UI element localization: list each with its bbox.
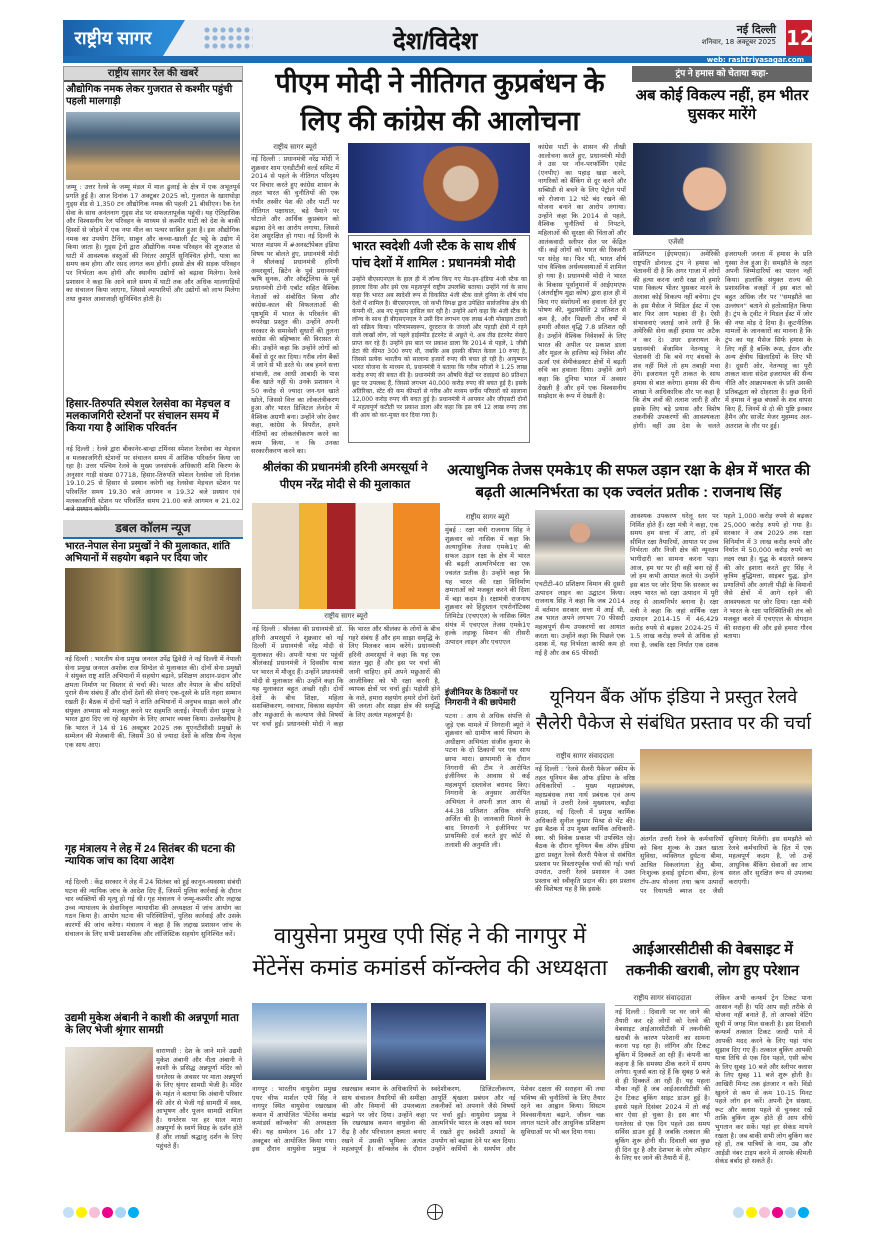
leh-inquiry-body: नई दिल्ली : केंद्र सरकार ने लेह में 24 सितंबर को हुई कानून-व्यवस्था संबंधी घटना की न्यायिक जांच के आदेश दिए हैं, जिसमें पुलिस कार्रवाई के दौरान चार व्यक्तियों की मृत्यु हो गई थी। गृह मंत्रालय ने जम्मू-कश्मीर और लद्दाख उच्च न्यायालय के सेवानिवृत्त न्यायाधीश की अध्यक्षता में जांच आयोग का गठन किया है। आयोग घटना की परिस्थितियों, पुलिस कार्रवाई और उसके कारणों की जांच करेगा। मंत्रालय ने कहा है कि लद्दाख प्रशासन जांच के संचालन के लिए सभी प्रशासनिक और लॉजिस्टिक सहयोग सुनिश्चित करें। <box>65 878 241 938</box>
srilanka-headline[interactable]: श्रीलंका की प्रधानमंत्री हरिनी अमरसूर्या ने पीएम नरेंद्र मोदी से की मुलाकात <box>262 462 428 491</box>
shringar-samagri-photo <box>65 1047 153 1132</box>
tejas-headline[interactable]: अत्याधुनिक तेजस एमके1ए की सफल उड़ान रक्षा के क्षेत्र में भारत की बढ़ती आत्मनिर्भरता का एक ज्वलंत प्रतीक : राजनाथ सिंह <box>447 462 810 501</box>
website-link[interactable]: web: rashtriyasagar.com <box>706 56 804 64</box>
nepal-army-headline[interactable]: भारत-नेपाल सेना प्रमुखों ने की मुलाकात, शांति अभियानों में सहयोग बढ़ाने पर दिया जोर <box>65 541 230 564</box>
main-headline[interactable]: पीएम मोदी ने नीतिगत कुप्रबंधन के लिए की कांग्रेस की आलोचना <box>275 68 605 136</box>
srilanka-pm-modi-photo <box>252 503 440 609</box>
irctc-headline[interactable]: आईआरसीटीसी की वेबसाइट में तकनीकी खराबी, लोग हुए परेशान <box>625 942 800 979</box>
rajnath-singh-photo <box>535 510 625 575</box>
tejas-body-col-3: आवश्यक उपकरण घरेलू स्तर पर निर्मित होते हैं। रक्षा मंत्री ने कहा, एक समय हम सत्ता में आए, तो हमें सीमित रक्षा तैयारियों, आयात पर उच्च निर्भरता और निजी क्षेत्र की न्यूनतम भागीदारी का सामना करना पड़ा। आज, हम घर पर ही वही बना रहे हैं जो हम कभी आयात करते थे। उन्होंने इस बात पर जोर दिया कि सरकार का लक्ष्य भारत को रक्षा उत्पादन में पूरी तरह से आत्मनिर्भर बनाना है। रक्षा मंत्री ने कहा कि जहां वार्षिक रक्षा उत्पादन 2014-15 में 46,429 करोड़ रुपये से बढ़कर 2024-25 में 1.5 लाख करोड़ रुपये से अधिक हो गया है, जबकि रक्षा निर्यात एक दशक पहले 1,000 करोड़ रुपये से बढ़कर 25,000 करोड़ रुपये हो गया है। सरकार ने अब 2029 तक रक्षा विनिर्माण में 3 लाख करोड़ रुपये और निर्यात में 50,000 करोड़ रुपये का लक्ष्य रखा है। युद्ध के बदलते स्वरूप की ओर इशारा करते हुए सिंह ने कृत्रिम बुद्धिमत्ता, साइबर युद्ध, ड्रोन प्रणालियों और अगली पीढ़ी के विमानों जैसे क्षेत्रों में आगे रहने की आवश्यकता पर जोर दिया। रक्षा मंत्री ने भारत के रक्षा पारिस्थितिकी तंत्र को मजबूत करने में एचएएल के योगदान की सराहना की और इसे हमारा गौरव बताया। <box>630 512 812 649</box>
airforce-photo-3 <box>490 1003 605 1080</box>
trump-photo <box>633 143 812 235</box>
srilanka-byline: राष्ट्रीय सागर ब्यूरो <box>252 612 440 624</box>
airforce-photo-1 <box>252 1003 367 1080</box>
tejas-body-col-1: मुंबई : रक्षा मंत्री राजनाथ सिंह ने शुक्रवार को नासिक में कहा कि अत्याधुनिक तेजस एमके1ए की सफल उड़ान रक्षा के क्षेत्र में भारत की बढ़ती आत्मनिर्भरता का एक ज्वलंत प्रतीक है। उन्होंने कहा कि यह भारत की रक्षा विनिर्माण क्षमताओं को मजबूत करने की दिशा में बड़ा कदम है। रक्षामंत्री राजनाथ शुक्रवार को हिंदुस्तान एयरोनॉटिक्स लिमिटेड (एचएएल) के नासिक स्थित संयंत्र में एचएएल तेजस एमके1ए हल्के लड़ाकू विमान की तीसरी उत्पादन लाइन और एचएएल <box>445 526 530 646</box>
trump-kicker: ट्रंप ने हमास को चेताया कहा- <box>632 66 812 82</box>
main-byline: राष्ट्रीय सागर ब्यूरो <box>251 143 339 155</box>
main-body-col-1: नई दिल्ली : प्रधानमंत्री नरेंद्र मोदी ने शुक्रवार शाम एनडीटीवी वर्ल्ड समिट में 2014 से पहले के नीतिगत परिदृश्य पर विचार करते हुए कांग्रेस शासन के तहत भारत की चुनौतियों की एक गंभीर तस्वीर पेश की और पार्टी पर नीतिगत पक्षाघात, बड़े पैमाने पर घोटाले और आर्थिक कुप्रबंधन को बढ़ावा देने का आरोप लगाया, जिससे देश असुरक्षित हो गया। नई दिल्ली के भारत मंडपम में #अनस्टॉपेबल इंडिया विषय पर बोलते हुए, प्रधानमंत्री मोदी ने श्रीलंकाई प्रधानमंत्री हरिणी अमरसूर्या, ब्रिटेन के पूर्व प्रधानमंत्री ऋषि सुनक, और ऑस्ट्रेलिया के पूर्व प्रधानमंत्री टोनी एबॉट सहित वैश्विक नेताओं को संबोधित किया और कांग्रेस-काल की विफलताओं की पृष्ठभूमि में भारत के परिवर्तन की रूपरेखा प्रस्तुत की। उन्होंने अपनी सरकार के समावेशी सुधारों की तुलना कांग्रेस की बहिष्कार की विरासत से की। उन्होंने कहा कि उन्होंने लोगों को बैंकों से दूर कर दिया। गरीब लोग बैंकों में जाने से भी डरते थे। जब हमने सत्ता संभाली, तब आधी आबादी के पास बैंक खाते नहीं थे। उनके प्रशासन ने 50 करोड़ से ज्यादा जन-धन खाते खोले, जिससे वित्त का लोकतंत्रीकरण हुआ और भारत डिजिटल लेनदेन में वैश्विक अग्रणी बना। उन्होंने जोर देकर कहा, कांग्रेस के विपरीत, हमने नीतियों का लोकतंत्रीकरण करने का काम किया, न कि उनका सरकारीकरण करने का। <box>251 155 339 456</box>
rail-news-header: राष्ट्रीय सागर रेल की खबरें <box>64 67 242 82</box>
airforce-photo-2 <box>371 1003 486 1080</box>
ambani-headline[interactable]: उद्यमी मुकेश अंबानी ने काशी की अन्नपूर्णा माता के लिए भेजी श्रृंगार सामग्री <box>65 1012 239 1037</box>
irctc-body-2: लेकिन अभी कन्फर्म ट्रेन टिकट पाना आसान नहीं है। यदि आप सही तरीके से योजना नहीं बनाते हैं, तो आपको वेटिंग सूची में जगह मिल सकती है। इस दिवाली कन्फर्म तत्काल टिकट जल्दी पाने में आपकी मदद करने के लिए यहां पांच सुझाव दिए गए हैं। तत्काल बुकिंग आपकी यात्रा तिथि से एक दिन पहले, एसी कोच के लिए सुबह 10 बजे और स्लीपर क्लास के लिए सुबह 11 बजे शुरू होती है। आखिरी मिनट तक इंतजार न करें। विंडो खुलने से कम से कम 10-15 मिनट पहले लॉग इन करें। अपनी ट्रेन संख्या, रूट और क्लास पहले से चुनकर रखें ताकि बुकिंग शुरू होते ही आप सीधे भुगतान कर सकें। यहां हर सेकंड मायने रखता है। जब बाकी सभी लोग बुकिंग कर रहे हों, तब यात्रियों के नाम, उम्र और आईडी नंबर टाइप करने में आपके कीमती सेकंड बर्बाद हो सकते हैं। <box>715 994 812 1166</box>
rail-story-2-body: नई दिल्ली : रेलवे द्वारा बीकानेर-बान्द्रा टर्मिनस स्पेशल रेलसेवा का मेड़चल व मलकाजगिरी स्टेशनों पर संचालन समय में आंशिक परिवर्तन किया जा रहा है। उत्तर पश्चिम रेलवे के मुख्य जनसंपर्क अधिकारी शशि किरण के अनुसार गाड़ी संख्या 07718, हिसार-तिरुपति स्पेशल रेलसेवा जो दिनांक 19.10.25 से हिसार से प्रस्थान करेगी वह रेलसेवा मेड़चल स्टेशन पर परिवर्तित समय 19.30 बजे आगमन व 19.32 बजे प्रस्थान एवं मलकाजगिरी स्टेशन पर परिवर्तित समय 21.00 बजे आगमन व 21.02 बजे प्रस्थान करेगी। <box>66 445 240 514</box>
engineer-raid-body: पटना : आय से अधिक संपत्ति से जुड़े एक मामले में निगरानी ब्यूरो ने शुक्रवार को ग्रामीण कार्य विभाग के अधीक्षण अभियंता संजीव कुमार के पटना के दो ठिकानों पर एक साथ छापा मारा। छापामारी के दौरान निगरानी की टीम ने आरोपित इंजीनियर के आवास से कई महत्वपूर्ण दस्तावेज बरामद किए। निगरानी के अनुसार आरोपित अभियंता ने अपनी ज्ञात आय से 44.38 प्रतिशत अधिक संपत्ति अर्जित की है। जानकारी मिलने के बाद निगरानी ने इंजीनियर पर प्राथमिकी दर्ज करते हुए कोर्ट से तलाशी की अनुमति ली। <box>445 712 530 849</box>
army-chiefs-photo <box>65 568 241 652</box>
union-bank-meeting-photo <box>640 749 812 831</box>
trump-body: वाशिंगटन (ईएमएस)। अमेरिकी राष्ट्रपति डोनाल्ड ट्रंप ने हमास को चेतावनी दी है कि अगर गाजा में लोगों की हत्या करना जारी रखा तो हमारे पास विकल्प भीतर घुसकर मारने के अलावा कोई विकल्प नहीं बचेगा। ट्रंप के इस मैसेज ने मिडिल ईस्ट में एक बार फिर आग भड़का दी है। ऐसी संभावनाएं जताई जाने लगी हैं कि अमेरिकी सेना कहीं हमास पर अटैक न कर दे। उधर इजरायल के प्रधानमंत्री बेंजामिन नेतन्याहू ने चेतावनी दी कि बचे गए बंधकों के शव नहीं मिले तो हम तबाही मचा देंगे। इजरायल पूरी ताकत के साथ हमास से बात करेगा। हमास की सैन्य शाखा ने आधिकारिक तौर पर कहा है कि शेष शवों की तलाश जारी है और इसके लिए बड़े प्रयास और विशेष तकनीकी उपकरणों की आवश्यकता होगी। वहीं उस देश के चलते इजरायली जनता में हमास के प्रति गुस्सा तेज हुआ है। समझौते के तहत अपनी जिम्मेदारियों का पालन नहीं किया। हालांकि संयुक्त राज्य की प्रशासनिक वजहों ने इस बात को बहुत अधिक तौर पर ''समझौते का उल्लंघन'' बताने से हतोत्साहित किया है। ट्रंप के ट्वीट ने मिडल ईस्ट में जोर की नया मोड़ दे दिया है। कूटनीतिक मामलों के जानकारों का मानना है कि ट्रंप का यह मैसेज सिर्फ हमास के लिए नहीं है बल्कि रूस, ईरान और अन्य क्षेत्रीय खिलाड़ियों के लिए भी है। दूसरी ओर, नेतन्याहू का पूरी ताकत वाला संदेश इजरायल की सैन्य नीति और आक्रामकता के प्रति उसकी प्रतिबद्धता को दोहराता है। कुछ दिनों में हमास ने कुछ बंधकों के शव वापस किए हैं, जिनमें से दो की पुष्टि इनबार हैमैन और सार्जेंट मेजर मुहम्मद अल-अतराश के तौर पर हुई। <box>633 250 812 430</box>
rail-story-1-body: जम्मू : उत्तर रेलवे के जम्मू मंडल में माल ढुलाई के क्षेत्र में एक अभूतपूर्व प्रगति हुई है। आज दिनांक 17 अक्टूबर 2025 को, गुजरात के खाराघोड़ा गुड्स शेड से 1,350 टन औद्योगिक नमक की पहली 21 बीसीएन। रैक रेल सेवा के साथ अनंतनाग गुड्स शेड पर सफलतापूर्वक पहुंची। यह ऐतिहासिक और विश्वसनीय रेल परिवहन के माध्यम से कश्मीर घाटी को देश के बाकी हिस्सों से जोड़ने में एक नया मील का पत्थर साबित हुआ है। इस औद्योगिक नमक का उपयोग टैनिंग, साबुन और कच्चा-खाली ईंट भट्ठे के उद्योग में किया जाता है। गुड्स ट्रेनों द्वारा औद्योगिक नमक परिवहन की शुरुआत से घाटी में आवश्यक वस्तुओं की निरंतर आपूर्ति सुनिश्चित होगी, यात्रा का समय कम होगा और रसद लागत कम होगी। इससे क्षेत्र की सड़क परिवहन पर निर्भरता कम होगी और स्थानीय उद्योगों को बढ़ावा मिलेगा। रेलवे प्रशासन ने कहा कि आने वाले समय में घाटी तक और अधिक मालगाड़ियों का संचालन किया जाएगा, जिससे व्यापारियों और उद्योगों को लाभ मिलेगा तथा कुशल आवाजाही सुनिश्चित होती है। <box>66 183 240 303</box>
rail-story-1-headline[interactable]: औद्योगिक नमक लेकर गुजरात से कश्मीर पहुंची पहली मालगाड़ी <box>66 84 233 107</box>
masthead <box>63 20 812 63</box>
double-column-header: डबल कॉलम न्यूज <box>63 520 243 539</box>
brand-tail-shape <box>163 20 185 56</box>
modi-summit-photo <box>348 143 530 233</box>
irctc-byline: राष्ट्रीय सागर संवाददाता <box>615 994 710 1006</box>
trump-byline: एजेंसी <box>633 238 719 250</box>
4g-stack-body: उन्होंने बीएसएनएल के हाल ही में लॉन्च किए गए मेड-इन-इंडिया 4जी स्टैक का हवाला दिया और इसे एक महत्वपूर्ण राष्ट्रीय उपलब्धि बताया। उन्होंने गर्व के साथ कहा कि भारत अब स्वदेशी रूप से विकसित 4जी स्टैक वाले दुनिया के शीर्ष पांच देशों में शामिल है। बीएसएनएल, जो कभी विपक्ष द्वारा उपेक्षित सार्वजनिक क्षेत्र की कंपनी थी, अब नए मुकाम हासिल कर रही है। उन्होंने आगे कहा कि 4जी स्टैक के लॉन्च के साथ ही बीएसएनएल ने उसी दिन लगभग एक लाख 4जी मोबाइल टावरों को सक्रिय किया। परिणामस्वरूप, दूरदराज के जंगलों और पहाड़ी क्षेत्रों में रहने वाले लाखों लोग, जो पहले हाईस्पीड इंटरनेट से अछूते थे, अब तीव्र इंटरनेट सेवाएं प्राप्त कर रहे हैं। उन्होंने इस बात पर प्रकाश डाला कि 2014 से पहले, 1 जीबी डेटा की कीमत 300 रुपए थी, जबकि अब इसकी कीमत केवल 10 रुपए है, जिससे प्रत्येक भारतीय को सालाना हजारों रुपए की बचत हो रही है। आयुष्मान भारत योजना के माध्यम से, प्रधानमंत्री ने बताया कि गरीब मरीजों ने 1.25 लाख करोड़ रुपए की बचत की है। प्रधानमंत्री जन औषधि केंद्रों पर दवाइयां 80 प्रतिशत छूट पर उपलब्ध हैं, जिससे लगभग 40,000 करोड़ रुपए की बचत हुई है। इसके अतिरिक्त, स्टेंट की कम कीमतों से गरीब और मध्यम वर्गीय परिवारों को सालाना 12,000 करोड़ रुपए की बचत हुई है। प्रधानमंत्री ने आयकर और जीएसटी दोनों में महत्वपूर्ण कटौती पर प्रकाश डाला और कहा कि इस वर्ष 12 लाख रुपए तक की आय को कर-मुक्त कर दिया गया है। <box>352 276 527 419</box>
union-bank-body-1: नई दिल्ली : 'रेलवे सैलरी पैकेज' स्कीम के तहत यूनियन बैंक ऑफ इंडिया के वरिष्ठ अधिकारियों - मुख्य महाप्रबंधक, महाप्रबंधक तथा नार्थ प्रबंधक एवं अन्य शाखों ने उत्तरी रेलवे मुख्यालय, बड़ौदा हाउस, नई दिल्ली में प्रमुख कार्मिक अधिकारी सुनील कुमार मिश्रा से भेंट की। इस बैठक में उप मुख्य कार्मिक अधिकारी-स्था. श्री विवेक प्रकाश भी उपस्थित रहे। बैठक के दौरान यूनियन बैंक ऑफ इंडिया द्वारा प्रस्तुत रेलवे सैलरी पैकेज से संबंधित प्रस्ताव पर विस्तारपूर्वक चर्चा की गई। चर्चा उपरांत, उत्तरी रेलवे प्रशासन ने उक्त प्रस्ताव को स्वीकृति प्रदान की। इस प्रस्ताव की विशेषता यह है कि इसके <box>535 765 635 894</box>
main-body-col-3: कांग्रेस पार्टी के शासन की तीखी आलोचना करते हुए, प्रधानमंत्री मोदी ने उस पर नॉन-परफॉर्मिंग एसेट (एनपीए) का पहाड़ खड़ा करने, नागरिकों को बैंकिंग से दूर करने और सब्सिडी से बचने के लिए पेट्रोल पंपों को रोजाना 12 घंटे बंद रखने की योजना बनाने का आरोप लगाया। उन्होंने कहा कि 2014 से पहले, वैश्विक चुनौतियों से निपटने, महिलाओं की सुरक्षा की चिंताओं और आतंकवादी स्लीपर सेल पर केंद्रित थीं। कई लोगों को भारत की रिकवरी पर संदेह था। फिर भी, भारत शीर्ष पांच वैश्विक अर्थव्यवस्थाओं में शामिल हो गया है। प्रधानमंत्री मोदी ने भारत के विकास पूर्वानुमानों में आईएमएफ (अंतर्राष्ट्रीय मुद्रा कोष) द्वारा हाल ही में किए गए संशोधनों का हवाला देते हुए पोषण की, मुद्रास्फीति 2 प्रतिशत से कम है, और पिछली तीन वर्षों में हमारी औसत वृद्धि 7.8 प्रतिशत रही है। उन्होंने वैश्विक निवेशकों के लिए भारत की अपील पर प्रकाश डाला और मूडल के हालिया बड़े निवेश और ऊर्जा एवं सेमीकंडक्टर क्षेत्रों में बढ़ती रुचि का हवाला दिया। उन्होंने आगे कहा कि दुनिया भारत में अवसर देखती है और हमें एक विश्वसनीय साझेदार के रूप में देखती है। <box>538 143 627 401</box>
tejas-body-col-2: एचटीटी-40 प्रशिक्षण विमान की दूसरी उत्पादन लाइन का उद्घाटन किया। राजनाथ सिंह ने कहा कि जब 2014 में वर्तमान सरकार सत्ता में आई थी, तब भारत अपने लगभग 70 फीसदी महत्वपूर्ण सैन्य उपकरणों का आयात करता था। उन्होंने कहा कि पिछले एक दशक में, यह निर्भरता काफी कम हो गई है और अब 65 फीसदी <box>535 580 625 657</box>
tejas-byline: राष्ट्रीय सागर ब्यूरो <box>445 513 530 525</box>
section-title: देश/विदेश <box>393 28 478 55</box>
engineer-raid-headline[interactable]: इंजीनियर के ठिकानों पर निगरानी ने की छापेमारी <box>445 687 518 707</box>
leh-inquiry-headline[interactable]: गृह मंत्रालय ने लेह में 24 सितंबर की घटना की न्यायिक जांच का दिया आदेश <box>65 843 235 868</box>
union-bank-body-2: अंतर्गत उत्तरी रेलवे के कर्मचारियों को बिना शुल्क के उन्नत खाता सुविधा, व्यक्तिगत दुर्घटना बीमा, आश्रित विकलांगता हेतु बीमा, निःशुल्क हवाई दुर्घटना बीमा, हेल्थ टॉप-अप योजना तथा ऋण उत्पादों पर रियायती ब्याज दर जैसी सुविधाएं मिलेंगी। इस समझौते को रेलवे कर्मचारियों के हित में एक महत्वपूर्ण कदम है, जो उन्हें आधुनिक बैंकिंग सेवाओं का लाभ सरल और सुरक्षित रूप से उपलब्ध कराएगी। <box>640 835 812 895</box>
nepal-army-body: नई दिल्ली : भारतीय सेना प्रमुख जनरल उपेंद्र द्विवेदी ने नई दिल्ली में नेपाली सेना प्रमुख जनरल अशोक राज सिग्देल से मुलाकात की। दोनों सेना प्रमुखों ने संयुक्त राष्ट्र शांति अभियानों में सहयोग बढ़ाने, प्रशिक्षण आदान-प्रदान और क्षमता निर्माण पर विस्तार से चर्चा की। भारत और नेपाल के बीच सदियों पुराने सैन्य संबंध हैं और दोनों देशों की सेनाएं एक-दूसरे के प्रति गहरा सम्मान रखती हैं। बैठक में दोनों पक्षों ने शांति अभियानों में अनुभव साझा करने और संयुक्त अभ्यास को मजबूत करने पर सहमति जताई। नेपाली सेना प्रमुख ने भारत द्वारा दिए जा रहे सहयोग के लिए आभार व्यक्त किया। उल्लेखनीय है कि भारत ने 14 से 16 अक्टूबर 2025 तक यूएनटीसीसी प्रमुखों के सम्मेलन की मेजबानी की, जिसमें 30 से ज्यादा देशों के वरिष्ठ सैन्य नेतृत्व एक साथ आए। <box>65 655 241 749</box>
edition-date: शनिवार, 18 अक्टूबर 2025 <box>701 38 776 46</box>
rail-story-2-headline[interactable]: हिसार-तिरुपति स्पेशल रेलसेवा का मेड़चल व मलकाजगिरी स्टेशनों पर संचालन समय में किया गया है आंशिक परिवर्तन <box>66 398 230 435</box>
4g-stack-headline[interactable]: भारत स्वदेशी 4जी स्टैक के साथ शीर्ष पांच देशों में शामिल : प्रधानमंत्री मोदी <box>352 239 516 270</box>
airforce-headline[interactable]: वायुसेना प्रमुख एपी सिंह ने की नागपुर में मेंटेनेंस कमांड कमांडर्स कॉन्क्लेव की अध्यक्षता <box>252 923 608 980</box>
irctc-body-1: नई दिल्ली : दिवाली पर घर जाने की तैयारी कर रहे लोगों को रेलवे की वेबसाइट आईआरसीटीसी में तकनीकी खराबी के कारण परेशानी का सामना करना पड़ रहा है। लॉगिन और टिकट बुकिंग में दिक्कतें आ रही हैं। कंपनी का कहना है कि समस्या ठीक करने में समय लगेगा। यूजर्स बता रहे हैं कि सुबह 9 बजे से ही दिक्कतें आ रही हैं। यह पहला मौका नहीं है जब आईआरसीटीसी की ट्रेन टिकट बुकिंग साइट डाउन हुई है। इससे पहले दिसंबर 2024 में तो कई बार ऐसा हो चुका है। इस बार भी धनतेरस से एक दिन पहले उस समय सर्विस डाउन हुई है जबकि तत्काल की बुकिंग शुरू होनी थी। दिवाली बस कुछ ही दिन दूर है और देशभर के लोग त्योहार के लिए घर जाने की तैयारी में हैं, <box>615 1008 710 1163</box>
dots-decoration-icon <box>203 26 253 50</box>
page-number: 12 <box>786 20 812 56</box>
srilanka-body: नई दिल्ली : श्रीलंका की प्रधानमंत्री डॉ. हरिनी अमरसूर्या ने शुक्रवार को नई दिल्ली में प्रधानमंत्री नरेंद्र मोदी से मुलाकात की। अपनी यात्रा पर पहुंचीं श्रीलंकाई प्रधानमंत्री ने दिवसीय यात्रा पर भारत में मौजूद हैं। उन्होंने प्रधानमंत्री मोदी से मुलाकात की। उन्होंने कहा कि यह मुलाकात बहुत अच्छी रही। दोनों देशों के बीच शिक्षा, महिला सशक्तिकरण, नवाचार, विकास सहयोग और मछुआरों के कल्याण जैसे विषयों पर चर्चा हुई। प्रधानमंत्री मोदी ने कहा कि भारत और श्रीलंका के लोगों के बीच गहरे संबंध हैं और हम साझा समृद्धि के लिए मिलकर काम करेंगे। प्रधानमंत्री हरिनी अमरसूर्या ने कहा कि यह एक सतत मुद्दा है और इस पर चर्चा की जानी चाहिए। हमें अपने मछुआरों की आजीविका को भी रक्षा करनी है, व्यापक क्षेत्रों पर चर्चा हुई। पड़ोसी होने के नाते, हमारा सहयोग हमारे दोनों देशों की जनता और साझा क्षेत्र की समृद्धि के लिए अत्यंत महत्वपूर्ण है। <box>252 625 440 728</box>
union-bank-headline[interactable]: यूनियन बैंक ऑफ इंडिया ने प्रस्तुत रेलवे सैलेरी पैकेज से संबंधित प्रस्ताव पर की चर्चा <box>535 687 812 733</box>
trump-headline[interactable]: अब कोई विकल्प नहीं, हम भीतर घुसकर मारेंगे <box>635 87 809 123</box>
airforce-body: नागपुर : भारतीय वायुसेना प्रमुख एयर चीफ मार्शल एपी सिंह ने नागपुर स्थित वायुसेना रखरखाव कमान में आयोजित 'मेंटेनेंस कमांड कमांडर्स कॉन्क्लेव' की अध्यक्षता की। यह सम्मेलन 16 और 17 अक्टूबर को आयोजित किया गया। इस दौरान वायुसेना प्रमुख ने रखरखाव कमान के अधिकारियों के साथ संचालन तैयारियों की समीक्षा की और विमानों की उपलब्धता बढ़ाने पर जोर दिया। उन्होंने कहा कि रखरखाव कमान वायुसेना की रीढ़ है और परिचालन क्षमता बनाए रखने में उसकी भूमिका अत्यंत महत्वपूर्ण है। कॉन्क्लेव के दौरान स्वदेशीकरण, डिजिटलीकरण, आपूर्ति श्रृंखला प्रबंधन और नई तकनीकों को अपनाने जैसे विषयों पर चर्चा हुई। वायुसेना प्रमुख ने आत्मनिर्भर भारत के लक्ष्य को ध्यान में रखते हुए स्वदेशी उत्पादों के उपयोग को बढ़ावा देने पर बल दिया। उन्होंने कर्मियों के समर्पण और पेशेवर दक्षता की सराहना की तथा भविष्य की चुनौतियों के लिए तैयार रहने का आह्वान किया। सिस्टम विश्वसनीयता बढ़ाने, जीवन चक्र लागत घटाने और आधुनिक प्रशिक्षण सुविधाओं पर भी बल दिया गया। <box>252 1085 605 1154</box>
registration-crosshair-icon <box>427 1204 443 1220</box>
ambani-body: वाराणसी : देश के जाने माने उद्यमी मुकेश अंबानी और नीता अंबानी ने काशी के प्रसिद्ध अन्नपूर्णा मंदिर को धनतेरस के अवसर पर माता अन्नपूर्णा के लिए श्रृंगार सामग्री भेजी है। मंदिर के महंत ने बताया कि अंबानी परिवार की ओर से भेजी गई सामग्री में वस्त्र, आभूषण और पूजन सामग्री शामिल है। धनतेरस पर हर साल माता अन्नपूर्णा के स्वर्ण विग्रह के दर्शन होते हैं और लाखों श्रद्धालु दर्शन के लिए पहुंचते हैं। <box>156 1047 242 1150</box>
edition-city: नई दिल्ली <box>736 23 776 36</box>
goods-train-photo <box>66 112 240 180</box>
union-bank-byline: राष्ट्रीय सागर संवाददाता <box>535 752 635 764</box>
brand-logo: राष्ट्रीय सागर <box>63 20 163 56</box>
